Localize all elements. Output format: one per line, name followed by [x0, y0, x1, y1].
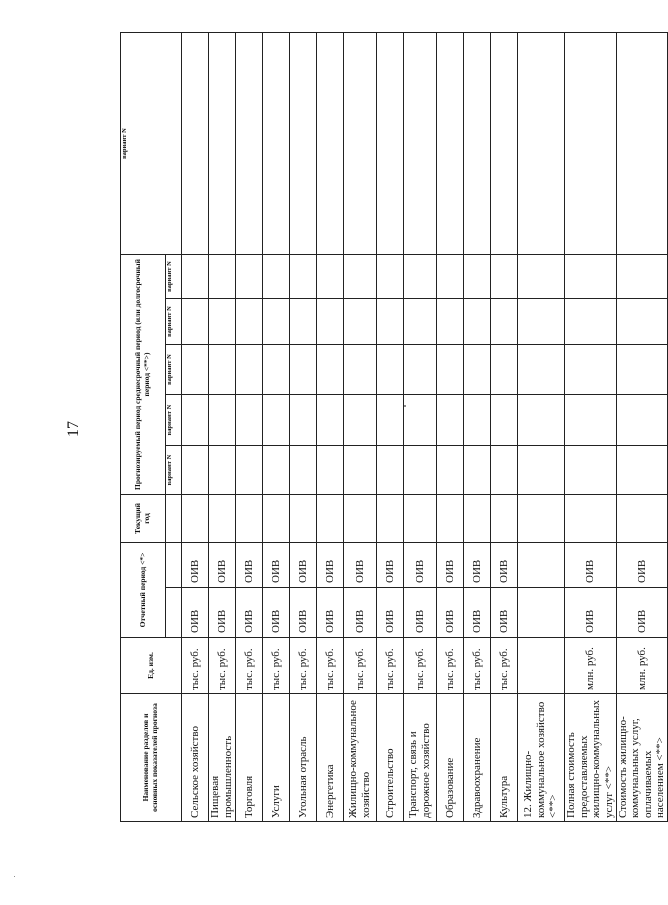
table-row — [209, 33, 236, 822]
row-empty-cell — [518, 255, 565, 299]
row-empty-cell — [236, 495, 263, 543]
row-unit: тыс. руб. — [236, 638, 263, 694]
row-empty-cell — [464, 495, 491, 543]
row-empty-cell — [616, 33, 668, 255]
row-empty-cell — [290, 255, 317, 299]
row-reporting-1: ОИВ — [377, 588, 404, 638]
row-empty-cell — [263, 345, 290, 395]
rotated-table-container — [120, 32, 667, 822]
row-empty-cell — [209, 395, 236, 446]
row-empty-cell — [491, 395, 518, 446]
row-reporting-1: ОИВ — [464, 588, 491, 638]
row-empty-cell — [491, 446, 518, 495]
row-empty-cell — [317, 395, 344, 446]
row-empty-cell — [209, 495, 236, 543]
row-unit: тыс. руб. — [290, 638, 317, 694]
row-name: Транспорт, связь и дорожное хозяйство — [404, 694, 437, 822]
row-empty-cell — [209, 446, 236, 495]
row-empty-cell — [491, 299, 518, 345]
row-name: Культура — [491, 694, 518, 822]
row-empty-cell — [182, 495, 209, 543]
row-empty-cell — [464, 299, 491, 345]
row-reporting-2: ОИВ — [616, 543, 668, 588]
row-empty-cell — [404, 299, 437, 345]
row-empty-cell — [236, 395, 263, 446]
row-empty-cell — [518, 299, 565, 345]
row-name: Торговля — [236, 694, 263, 822]
header-name: Наименование разделов и основных показателей прогноза — [121, 694, 182, 822]
header-forecast: Прогнозируемый период среднесрочный период (или долгосрочный период <**>) — [121, 255, 166, 495]
row-empty-cell — [491, 255, 518, 299]
row-reporting-1: ОИВ — [491, 588, 518, 638]
row-empty-cell — [565, 446, 617, 495]
row-reporting-2: ОИВ — [263, 543, 290, 588]
row-empty-cell — [344, 446, 377, 495]
row-unit: млн. руб. — [565, 638, 617, 694]
row-unit: тыс. руб. — [491, 638, 518, 694]
row-empty-cell — [377, 395, 404, 446]
scan-speck — [14, 876, 15, 877]
row-empty-cell — [317, 299, 344, 345]
row-name: 12. Жилищно-коммунальное хозяйство <**> — [518, 694, 565, 822]
row-reporting-1: ОИВ — [317, 588, 344, 638]
row-unit: тыс. руб. — [404, 638, 437, 694]
row-empty-cell — [209, 345, 236, 395]
row-empty-cell — [464, 446, 491, 495]
row-empty-cell — [263, 299, 290, 345]
forecast-table — [120, 32, 668, 822]
header-variant: вариант N — [121, 33, 182, 255]
row-empty-cell — [437, 33, 464, 255]
row-empty-cell — [518, 395, 565, 446]
row-empty-cell — [437, 395, 464, 446]
row-name: Полная стоимость предоставляемых жилищно-коммунальных услуг <**> — [565, 694, 617, 822]
row-reporting-1: ОИВ — [404, 588, 437, 638]
page-number: 17 — [65, 421, 82, 437]
row-reporting-2: ОИВ — [464, 543, 491, 588]
row-empty-cell — [290, 33, 317, 255]
row-empty-cell — [290, 395, 317, 446]
row-unit: тыс. руб. — [377, 638, 404, 694]
table-row — [290, 33, 317, 822]
row-empty-cell — [437, 345, 464, 395]
row-empty-cell — [616, 299, 668, 345]
table-row — [344, 33, 377, 822]
row-unit — [518, 638, 565, 694]
row-empty-cell — [290, 299, 317, 345]
row-empty-cell — [317, 345, 344, 395]
row-empty-cell — [616, 345, 668, 395]
row-reporting-2 — [518, 543, 565, 588]
row-reporting-2: ОИВ — [236, 543, 263, 588]
row-reporting-1: ОИВ — [616, 588, 668, 638]
row-reporting-1: ОИВ — [565, 588, 617, 638]
row-empty-cell — [377, 33, 404, 255]
row-reporting-1: ОИВ — [263, 588, 290, 638]
row-reporting-1: ОИВ — [209, 588, 236, 638]
row-empty-cell — [344, 495, 377, 543]
row-name: Энергетика — [317, 694, 344, 822]
row-reporting-1: ОИВ — [344, 588, 377, 638]
row-empty-cell — [518, 345, 565, 395]
header-variant: вариант N — [166, 395, 182, 446]
row-empty-cell — [263, 446, 290, 495]
row-empty-cell — [182, 299, 209, 345]
header-reporting-sub — [166, 543, 182, 588]
header-variant: вариант N — [166, 255, 182, 299]
row-empty-cell — [377, 446, 404, 495]
row-empty-cell — [317, 495, 344, 543]
row-empty-cell — [290, 345, 317, 395]
row-empty-cell — [437, 446, 464, 495]
row-reporting-2: ОИВ — [317, 543, 344, 588]
row-reporting-1: ОИВ — [236, 588, 263, 638]
row-reporting-2: ОИВ — [182, 543, 209, 588]
row-reporting-2: ОИВ — [209, 543, 236, 588]
row-empty-cell — [464, 345, 491, 395]
header-unit: Ед. изм. — [121, 638, 182, 694]
table-row — [263, 33, 290, 822]
row-reporting-2: ОИВ — [491, 543, 518, 588]
header-reporting-sub — [166, 588, 182, 638]
row-empty-cell — [236, 345, 263, 395]
row-empty-cell — [404, 345, 437, 395]
row-empty-cell — [236, 33, 263, 255]
row-empty-cell — [263, 33, 290, 255]
row-reporting-1: ОИВ — [290, 588, 317, 638]
header-variant: вариант N — [166, 345, 182, 395]
row-name: Здравоохранение — [464, 694, 491, 822]
row-empty-cell — [344, 33, 377, 255]
row-reporting-2: ОИВ — [377, 543, 404, 588]
row-empty-cell — [182, 33, 209, 255]
header-current: Текущий год — [121, 495, 166, 543]
row-unit: тыс. руб. — [263, 638, 290, 694]
header-current-sub — [166, 495, 182, 543]
row-empty-cell — [491, 345, 518, 395]
row-empty-cell — [209, 255, 236, 299]
row-unit: тыс. руб. — [464, 638, 491, 694]
row-reporting-1: ОИВ — [437, 588, 464, 638]
row-empty-cell — [263, 255, 290, 299]
row-empty-cell — [377, 345, 404, 395]
table-row — [464, 33, 491, 822]
row-empty-cell — [344, 255, 377, 299]
row-reporting-2: ОИВ — [344, 543, 377, 588]
row-empty-cell — [263, 395, 290, 446]
table-row — [565, 33, 617, 822]
row-empty-cell — [616, 395, 668, 446]
row-empty-cell — [209, 299, 236, 345]
row-empty-cell — [344, 345, 377, 395]
row-empty-cell — [377, 495, 404, 543]
row-unit: тыс. руб. — [209, 638, 236, 694]
row-empty-cell — [404, 495, 437, 543]
row-empty-cell — [464, 33, 491, 255]
header-reporting: Отчетный период <*> — [121, 543, 166, 638]
row-empty-cell — [616, 446, 668, 495]
table-row — [437, 33, 464, 822]
row-empty-cell — [236, 299, 263, 345]
row-empty-cell — [404, 33, 437, 255]
row-empty-cell — [518, 33, 565, 255]
table-row — [491, 33, 518, 822]
row-empty-cell — [182, 446, 209, 495]
table-row — [377, 33, 404, 822]
row-name: Пищевая промышленность — [209, 694, 236, 822]
row-empty-cell — [317, 446, 344, 495]
row-empty-cell — [263, 495, 290, 543]
row-empty-cell — [404, 446, 437, 495]
row-name: Жилищно-коммунальное хозяйство — [344, 694, 377, 822]
row-name: Образование — [437, 694, 464, 822]
row-name: Сельское хозяйство — [182, 694, 209, 822]
row-empty-cell — [236, 255, 263, 299]
row-empty-cell — [565, 299, 617, 345]
row-reporting-1: ОИВ — [182, 588, 209, 638]
row-empty-cell — [290, 446, 317, 495]
row-empty-cell — [437, 299, 464, 345]
row-empty-cell — [616, 255, 668, 299]
row-name: Стоимость жилищно-коммунальных услуг, оплачиваемых населением <**> — [616, 694, 668, 822]
row-name: Строительство — [377, 694, 404, 822]
row-reporting-2: ОИВ — [565, 543, 617, 588]
row-empty-cell — [565, 33, 617, 255]
row-unit: млн. руб. — [616, 638, 668, 694]
header-variant: вариант N — [166, 446, 182, 495]
row-empty-cell — [437, 255, 464, 299]
row-empty-cell — [317, 255, 344, 299]
row-empty-cell — [464, 255, 491, 299]
row-reporting-2: ОИВ — [404, 543, 437, 588]
row-empty-cell — [182, 345, 209, 395]
table-row — [404, 33, 437, 822]
row-name: Услуги — [263, 694, 290, 822]
row-unit: тыс. руб. — [344, 638, 377, 694]
row-empty-cell — [182, 255, 209, 299]
row-empty-cell — [404, 395, 437, 446]
row-empty-cell — [565, 255, 617, 299]
row-empty-cell — [236, 446, 263, 495]
row-unit: тыс. руб. — [437, 638, 464, 694]
row-unit: тыс. руб. — [182, 638, 209, 694]
row-reporting-2: ОИВ — [290, 543, 317, 588]
row-reporting-1 — [518, 588, 565, 638]
row-empty-cell — [182, 395, 209, 446]
row-empty-cell — [344, 299, 377, 345]
row-empty-cell — [464, 395, 491, 446]
row-empty-cell — [290, 495, 317, 543]
table-row — [317, 33, 344, 822]
row-empty-cell — [209, 33, 236, 255]
row-empty-cell — [616, 495, 668, 543]
row-empty-cell — [377, 255, 404, 299]
row-empty-cell — [491, 33, 518, 255]
table-row — [616, 33, 668, 822]
row-empty-cell — [317, 33, 344, 255]
row-empty-cell — [404, 255, 437, 299]
row-empty-cell — [377, 299, 404, 345]
row-empty-cell — [518, 495, 565, 543]
row-empty-cell — [491, 495, 518, 543]
header-variant: вариант N — [166, 299, 182, 345]
row-unit: тыс. руб. — [317, 638, 344, 694]
row-reporting-2: ОИВ — [437, 543, 464, 588]
row-empty-cell — [565, 345, 617, 395]
row-empty-cell — [518, 446, 565, 495]
row-empty-cell — [565, 395, 617, 446]
table-row — [518, 33, 565, 822]
table-row — [236, 33, 263, 822]
table-row — [182, 33, 209, 822]
row-empty-cell — [344, 395, 377, 446]
row-name: Угольная отрасль — [290, 694, 317, 822]
row-empty-cell — [437, 495, 464, 543]
row-empty-cell — [565, 495, 617, 543]
